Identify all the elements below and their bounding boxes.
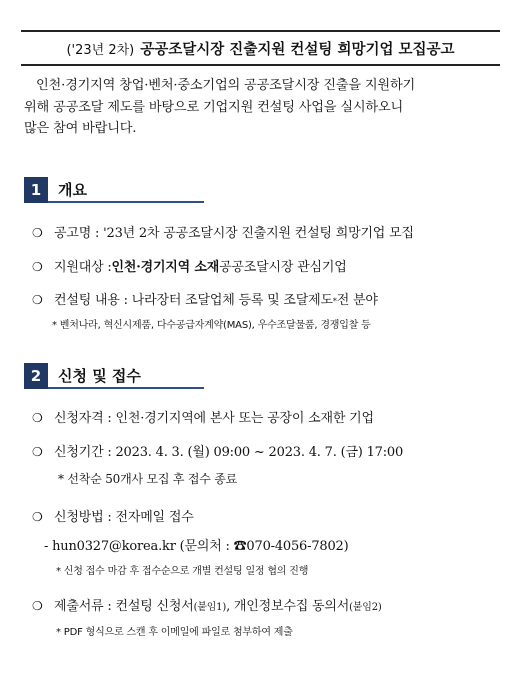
email-contact-line: - hun0327@korea.kr (문의처 : ☎070-4056-7802) [44,539,349,554]
circle-bullet-icon: ❍ [32,226,43,240]
intro-line: 인천·경기지역 창업·벤처·중소기업의 공공조달시장 진출을 지원하기 [36,78,416,93]
circle-bullet-icon: ❍ [32,510,43,524]
intro-paragraph [24,75,504,140]
page-title: 공공조달시장 진출지원 컨설팅 희망기업 모집공고 [140,41,455,58]
item-notice-name: ❍ 공고명 : '23년 2차 공공조달시장 진출지원 컨설팅 희망기업 모집 [32,226,414,241]
section-1-header [24,177,204,203]
intro-line: 위해 공공조달 제도를 바탕으로 기업지원 컨설팅 사업을 실시하오니 [24,99,404,115]
content-note: * 벤처나라, 혁신시제품, 다수공급자계약(MAS), 우수조달물품, 경쟁입찰 등 [52,320,371,331]
circle-bullet-icon: ❍ [32,445,43,459]
circle-bullet-icon: ❍ [32,599,43,613]
attachment-2-label: (붙임2) [349,602,382,613]
circle-bullet-icon: ❍ [32,260,43,274]
email-note: * 신청 접수 마감 후 접수순으로 개별 컨설팅 일정 협의 진행 [56,566,309,577]
item-method: ❍ 신청방법 : 전자메일 접수 [32,510,194,525]
section-number: 2 [24,363,48,389]
documents-note: * PDF 형식으로 스캔 후 이메일에 파일로 첨부하여 제출 [56,627,293,638]
item-period: ❍ 신청기간 : 2023. 4. 3. (월) 09:00 ~ 2023. 4. 7. (금) 17:00 [32,445,404,460]
section-number: 1 [24,177,48,203]
notice-title-box [21,30,500,66]
circle-bullet-icon: ❍ [32,411,43,425]
item-target: ❍ 지원대상 : 인천·경기지역 소재 공공조달시장 관심기업 [32,256,347,275]
item-documents: ❍ 제출서류 : 컨설팅 신청서 (붙임1) , 개인정보수집 동의서 (붙임2) [32,599,382,614]
section-title: 신청 및 접수 [48,363,204,389]
footnote-mark: * [332,297,337,306]
title-round: ('23년 2차) [66,42,135,58]
target-region: 인천·경기지역 소재 [111,260,220,275]
section-2-header [24,363,204,389]
attachment-1-label: (붙임1) [193,602,227,613]
item-qualification: ❍ 신청자격 : 인천·경기지역에 본사 또는 공장이 소재한 기업 [32,411,374,426]
period-note: * 선착순 50개사 모집 후 접수 종료 [58,472,238,486]
section-title: 개요 [48,177,204,203]
circle-bullet-icon: ❍ [32,293,43,307]
intro-line: 많은 참여 바랍니다. [24,121,137,136]
item-consulting-content: ❍ 컨설팅 내용 : 나라장터 조달업체 등록 및 조달제도 $_*$ 전 분야 [32,293,378,308]
